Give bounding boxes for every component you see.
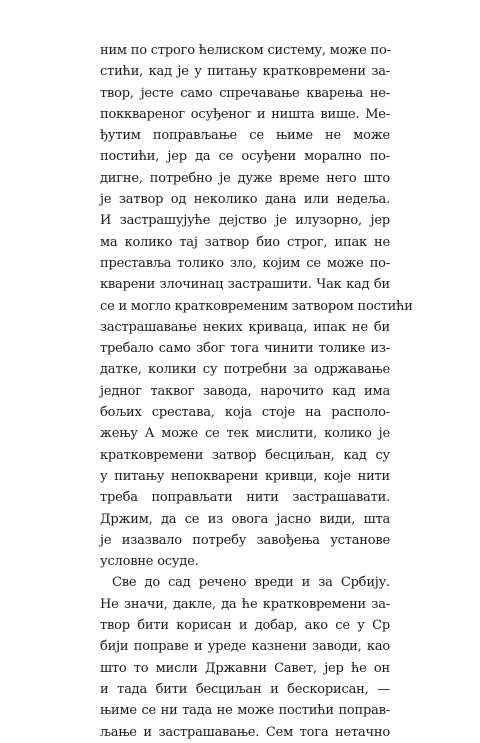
text-line: покквареног осуђеног и ништа више. Ме- [100,106,390,122]
text-line: дигне, потребно је дуже време него што [100,170,390,186]
text-line: стићи, кад је у питању кратковремени за- [100,64,390,80]
text-line: Не значи, дакле, да ће кратковремени за- [100,596,390,612]
text-line: застрашавање неких кривaца, ипак не би [100,319,390,335]
text-line: постићи, јер да се осуђени морално по- [100,149,390,165]
document-page [100,40,413,743]
text-line: кратковремени затвор бесциљан, кад су [100,447,390,463]
text-line: је затвор од неколико дана или недеља. [100,192,390,208]
text-line: твор бити корисан и добар, ако се у Ср [100,618,390,634]
text-line: датке, колики су потребни за одржавање [100,362,390,378]
text-line: бољих срестава, која стоје на располо- [100,405,390,421]
text-line: љање и застрашавање. Сем тога нетачно [100,724,390,740]
text-line: И застрашујуће дејство је илузорно, јер [100,213,390,229]
text-line: условне осуде. [100,554,199,570]
text-line: је изазвало потребу завођења установе [100,532,390,548]
text-line: треба поправљати нити застрашавати. [100,490,390,506]
text-line: ним по строго ћелиском систему, може по- [100,43,391,58]
text-line: преставља толико зло, којим се може по- [100,255,390,271]
text-line: се и могло кратковременим затвором постићи [100,298,413,314]
text-line: кварени злочинац застрашити. Чак кад би [100,277,390,293]
text-line: у питању непоквaрени кривци, које нити [100,468,390,484]
text-line: твор, јесте само спречавање кварења не- [100,85,390,101]
text-line: бији поправе и уреде казнени заводи, као [100,639,390,655]
paragraph-2 [100,572,390,742]
text-line: жењу А може се тек мислити, колико је [100,426,390,442]
paragraph-1 [100,40,413,572]
text-line: ма колико тај затвор био строг, ипак не [100,234,390,250]
text-line: и тада бити бесциљан и бескорисан, — [100,681,390,697]
text-line: једног таквог завода, нарочито кад има [100,383,390,399]
text-line: требало само због тога чинити толике из- [100,341,390,357]
text-line: ђутим поправљање се њиме не може [100,128,390,144]
text-line: Све до сад речено вреди и за Србију. [112,575,390,591]
text-line: што то мисли Државни Савет, јер ће он [100,660,390,676]
text-line: њиме се ни тада не може постићи поправ- [100,703,390,719]
text-line: Држим, да се из овога јасно види, шта [100,511,390,527]
